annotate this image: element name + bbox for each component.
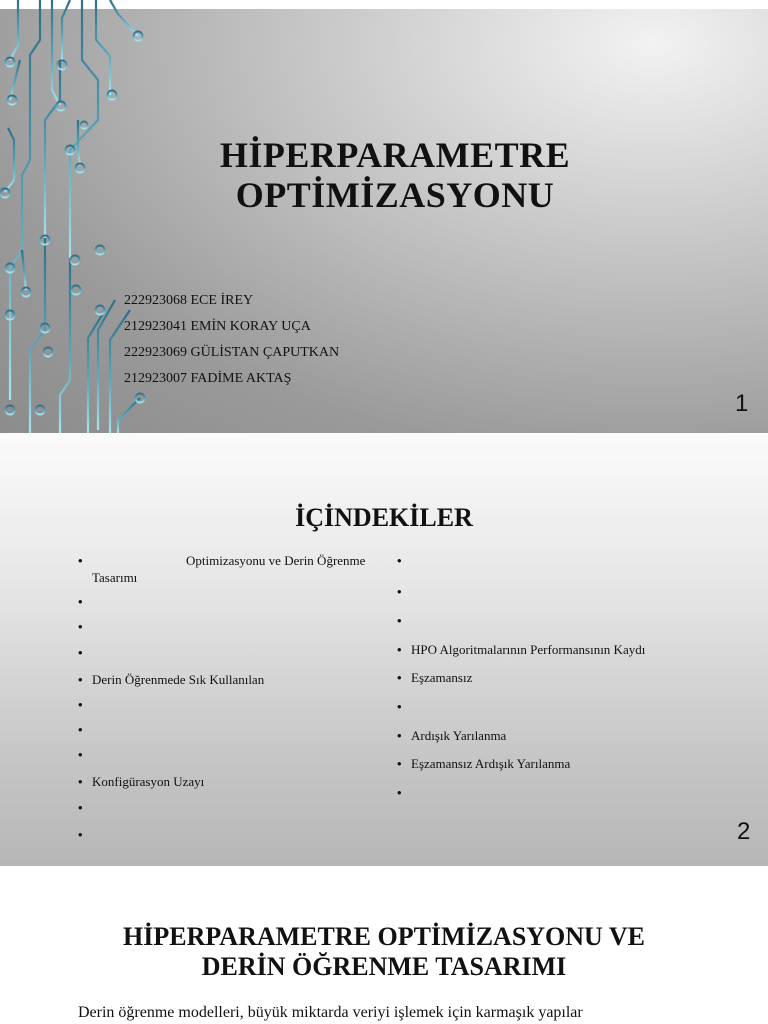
title-line-1: HİPERPARAMETRE — [219, 135, 571, 175]
toc-item[interactable]: • Eşzamansız Ardışık Yarılanma — [411, 756, 570, 772]
toc-item[interactable]: • Konfigürasyon Uzayı — [92, 774, 204, 790]
section-title-line-1: HİPERPARAMETRE OPTİMİZASYONU VE — [123, 922, 645, 951]
author-list — [124, 288, 339, 392]
author-item: 222923068 ECE İREY — [124, 293, 254, 308]
section-title — [40, 922, 728, 982]
contents-title: İÇİNDEKİLER — [295, 503, 473, 532]
contents-slide — [0, 433, 768, 866]
section-title-line-2: DERİN ÖĞRENME TASARIMI — [201, 952, 567, 981]
author-item: 212923041 EMİN KORAY UÇA — [124, 319, 311, 334]
slide-number: 2 — [737, 818, 751, 845]
author-item: 212923007 FADİME AKTAŞ — [124, 371, 292, 386]
title-slide — [0, 0, 768, 433]
toc-item[interactable]: • Eşzamansız — [411, 670, 472, 686]
toc-item[interactable]: • Optimizasyonu ve Derin Öğrenme — [186, 553, 365, 569]
slide-number: 1 — [735, 390, 749, 417]
toc-item-continuation[interactable]: Tasarımı — [92, 570, 138, 585]
section-body-text: Derin öğrenme modelleri, büyük miktarda veriyi işlemek için karmaşık yapılar — [78, 1004, 583, 1021]
toc-item[interactable]: • Derin Öğrenmede Sık Kullanılan — [92, 672, 264, 688]
toc-item[interactable]: • Ardışık Yarılanma — [411, 728, 506, 744]
author-item: 222923069 GÜLİSTAN ÇAPUTKAN — [124, 345, 340, 360]
title-line-2: OPTİMİZASYONU — [235, 175, 555, 215]
toc-item[interactable]: • HPO Algoritmalarının Performansının Kaydı — [411, 642, 645, 658]
presentation-title — [150, 135, 640, 215]
